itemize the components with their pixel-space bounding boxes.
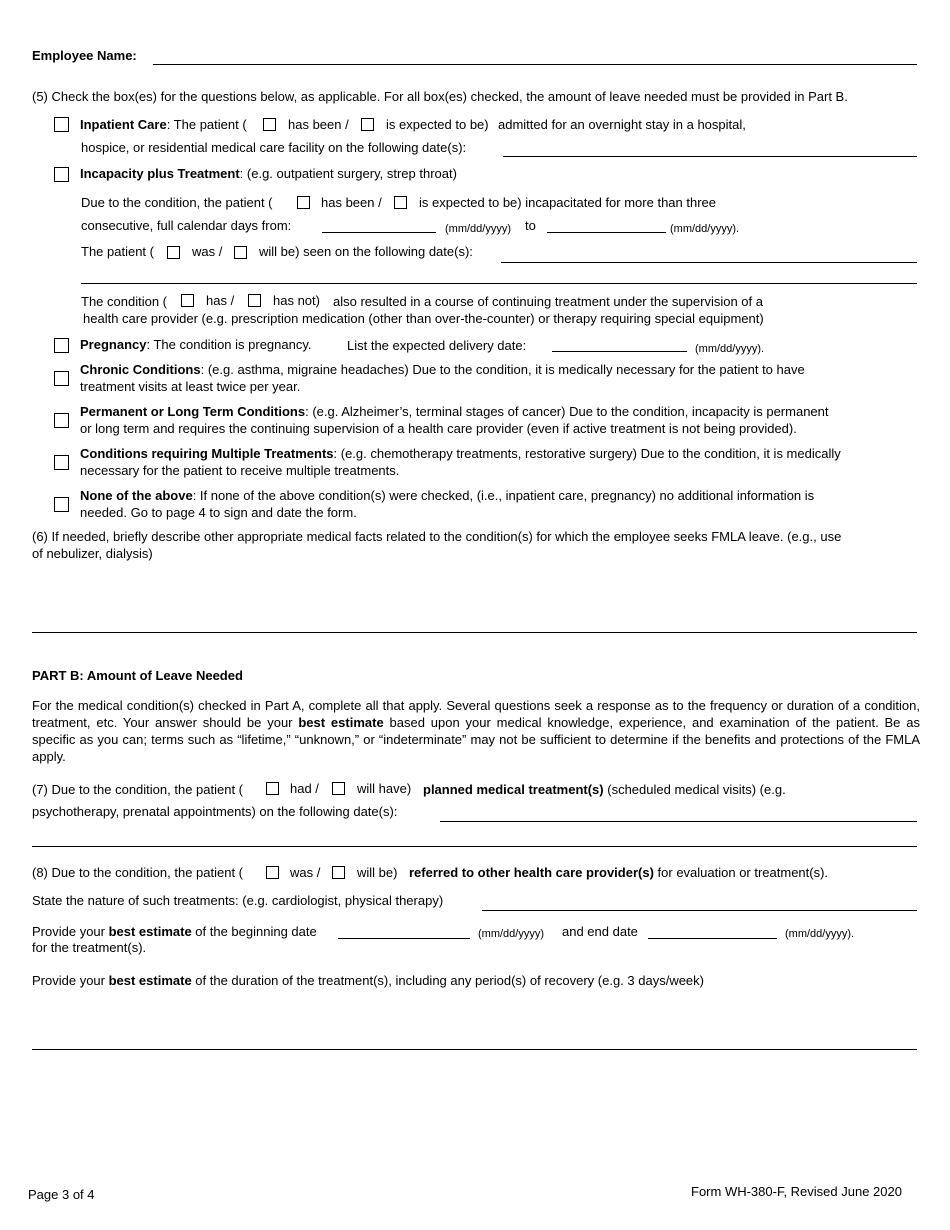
multiple-treatments-checkbox[interactable] <box>54 455 69 470</box>
pregnancy-checkbox[interactable] <box>54 338 69 353</box>
q8-was-label: was / <box>290 865 321 880</box>
q8-begin-format: (mm/dd/yyyy) <box>478 928 544 940</box>
multiple-title: Conditions requiring Multiple Treatments <box>80 446 334 461</box>
pregnancy-line <box>80 337 312 352</box>
inpatient-care-post: admitted for an overnight stay in a hospital, <box>498 117 746 132</box>
q8-nature-field[interactable] <box>482 910 917 911</box>
q7-pre: (7) Due to the condition, the patient ( <box>32 782 244 797</box>
incapacity-will-be-checkbox[interactable] <box>234 246 247 259</box>
incapacity-consecutive: consecutive, full calendar days from: <box>81 218 292 233</box>
q7-had-checkbox[interactable] <box>266 782 279 795</box>
incapacity-from-date-field[interactable] <box>322 232 436 233</box>
incapacity-cond-has-not-label: has not) <box>273 293 320 308</box>
incapacity-was-label: was / <box>192 244 223 259</box>
q7-will-have-label: will have) <box>357 781 412 796</box>
q6-line1: (6) If needed, briefly describe other appropriate medical facts related to the condition(s) for which the employee seeks FMLA leave. (e.g., use <box>32 529 842 544</box>
permanent-text: : (e.g. Alzheimer’s, terminal stages of cancer) Due to the condition, incapacity is permanent <box>305 404 829 419</box>
pregnancy-date-format: (mm/dd/yyyy). <box>695 343 765 355</box>
incapacity-condition-line2: health care provider (e.g. prescription medication (other than over-the-counter) or therapy requiring special equipment) <box>83 311 764 326</box>
q8-duration-label <box>32 973 704 988</box>
q8-begin-date-field[interactable] <box>338 938 470 939</box>
permanent-line1 <box>80 404 829 419</box>
multiple-text: : (e.g. chemotherapy treatments, restorative surgery) Due to the condition, it is medically <box>333 446 841 461</box>
q7-will-have-checkbox[interactable] <box>332 782 345 795</box>
none-text: : If none of the above condition(s) were checked, (i.e., inpatient care, pregnancy) no additional information is <box>192 488 815 503</box>
q8-pre: (8) Due to the condition, the patient ( <box>32 865 244 880</box>
q8-for-treatment: for the treatment(s). <box>32 940 147 955</box>
none-title: None of the above <box>80 488 193 503</box>
chronic-text: : (e.g. asthma, migraine headaches) Due to the condition, it is medically necessary for the patient to have <box>200 362 805 377</box>
none-of-above-checkbox[interactable] <box>54 497 69 512</box>
incapacity-to-label: to <box>525 218 536 233</box>
incapacity-expected-label: is expected to be) incapacitated for more than three <box>419 195 717 210</box>
inpatient-care-checkbox[interactable] <box>54 117 69 132</box>
q8-line1-rest <box>409 865 828 880</box>
q8-duration-field[interactable] <box>32 1049 917 1050</box>
q6-line2: of nebulizer, dialysis) <box>32 546 153 561</box>
part-b-intro-bold: best estimate <box>298 715 384 730</box>
part-b-intro <box>32 697 920 765</box>
q8-post: for evaluation or treatment(s). <box>657 865 829 880</box>
part-b-intro-1: For the medical condition(s) checked in Part A, complete all that apply. Several questions seek a response as to the frequency or duration of a condition, treatment, etc. Your answer should be your <box>32 698 920 730</box>
q8-duration-best: best estimate <box>108 973 192 988</box>
pregnancy-title: Pregnancy <box>80 337 147 352</box>
incapacity-seen-pre: The patient ( <box>81 244 154 259</box>
form-revision: Form WH-380-F, Revised June 2020 <box>691 1184 902 1199</box>
q8-nature-label: State the nature of such treatments: (e.g. cardiologist, physical therapy) <box>32 893 444 908</box>
inpatient-expected-checkbox[interactable] <box>361 118 374 131</box>
q6-answer-field[interactable] <box>32 632 917 633</box>
q8-begin: of the beginning date <box>191 924 317 939</box>
incapacity-to-format: (mm/dd/yyyy). <box>670 223 740 235</box>
q7-dates-field-2[interactable] <box>32 846 917 847</box>
q8-end-format: (mm/dd/yyyy). <box>785 928 855 940</box>
page-number: Page 3 of 4 <box>28 1187 95 1202</box>
q8-provide: Provide your <box>32 924 109 939</box>
incapacity-to-date-field[interactable] <box>547 232 666 233</box>
chronic-line1 <box>80 362 805 377</box>
q7-bold: planned medical treatment(s) <box>423 782 604 797</box>
none-line2: needed. Go to page 4 to sign and date the form. <box>80 505 357 520</box>
incapacity-was-checkbox[interactable] <box>167 246 180 259</box>
part-b-heading: PART B: Amount of Leave Needed <box>32 668 243 683</box>
q8-was-checkbox[interactable] <box>266 866 279 879</box>
incapacity-cond-has-checkbox[interactable] <box>181 294 194 307</box>
pregnancy-delivery-date-field[interactable] <box>552 351 687 352</box>
incapacity-expected-checkbox[interactable] <box>394 196 407 209</box>
chronic-line2: treatment visits at least twice per year. <box>80 379 301 394</box>
q8-will-be-label: will be) <box>357 865 398 880</box>
inpatient-care-line1 <box>80 117 247 132</box>
incapacity-will-be-label: will be) seen on the following date(s): <box>259 244 473 259</box>
incapacity-cond-has-label: has / <box>206 293 235 308</box>
q7-line1-rest <box>423 782 786 797</box>
multiple-line2: necessary for the patient to receive multiple treatments. <box>80 463 400 478</box>
q7-dates-field[interactable] <box>440 821 917 822</box>
incapacity-condition-post: also resulted in a course of continuing treatment under the supervision of a <box>333 294 763 309</box>
incapacity-due-pre: Due to the condition, the patient ( <box>81 195 273 210</box>
q8-end-label: and end date <box>562 924 638 939</box>
inpatient-care-title: Inpatient Care <box>80 117 167 132</box>
q8-will-be-checkbox[interactable] <box>332 866 345 879</box>
incapacity-has-been-label: has been / <box>321 195 382 210</box>
pregnancy-text: : The condition is pregnancy. <box>146 337 312 352</box>
q8-duration-post: of the duration of the treatment(s), including any period(s) of recovery (e.g. 3 days/week) <box>191 973 704 988</box>
incapacity-seen-dates-field[interactable] <box>501 262 917 263</box>
inpatient-dates-field[interactable] <box>503 156 917 157</box>
inpatient-has-been-label: has been / <box>288 117 349 132</box>
q7-post: (scheduled medical visits) (e.g. <box>607 782 786 797</box>
inpatient-has-been-checkbox[interactable] <box>263 118 276 131</box>
incapacity-has-been-checkbox[interactable] <box>297 196 310 209</box>
part-b-intro-2: based upon your medical knowledge, experience, and examination of the patient. Be as specific as you can; terms such as “lifetime,” “unknown,” or “indeterminate” may not be sufficient to determine if the benefits and protections of the FMLA apply. <box>32 715 920 764</box>
inpatient-care-line2: hospice, or residential medical care facility on the following date(s): <box>81 140 467 155</box>
inpatient-expected-label: is expected to be) <box>386 117 489 132</box>
q8-end-date-field[interactable] <box>648 938 777 939</box>
incapacity-title: Incapacity plus Treatment <box>80 166 240 181</box>
q8-duration-provide: Provide your <box>32 973 109 988</box>
multiple-line1 <box>80 446 841 461</box>
chronic-title: Chronic Conditions <box>80 362 201 377</box>
incapacity-seen-dates-field-2[interactable] <box>81 283 917 284</box>
none-line1 <box>80 488 814 503</box>
incapacity-from-format: (mm/dd/yyyy) <box>445 223 511 235</box>
q5-intro: (5) Check the box(es) for the questions below, as applicable. For all box(es) checked, the amount of leave needed must be provided in Part B. <box>32 89 848 104</box>
incapacity-condition-pre: The condition ( <box>81 294 167 309</box>
incapacity-line <box>80 166 457 181</box>
incapacity-cond-has-not-checkbox[interactable] <box>248 294 261 307</box>
q8-best-estimate: best estimate <box>108 924 192 939</box>
q7-line2: psychotherapy, prenatal appointments) on the following date(s): <box>32 804 398 819</box>
incapacity-desc: : (e.g. outpatient surgery, strep throat) <box>239 166 457 181</box>
employee-name-field[interactable] <box>153 64 917 65</box>
chronic-checkbox[interactable] <box>54 371 69 386</box>
q8-begin-label <box>32 924 317 939</box>
permanent-title: Permanent or Long Term Conditions <box>80 404 306 419</box>
permanent-checkbox[interactable] <box>54 413 69 428</box>
permanent-line2: or long term and requires the continuing supervision of a health care provider (even if active treatment is not being provided). <box>80 421 797 436</box>
pregnancy-delivery-label: List the expected delivery date: <box>347 338 527 353</box>
employee-name-label: Employee Name: <box>32 48 137 63</box>
inpatient-care-pre: : The patient ( <box>166 117 247 132</box>
q8-bold: referred to other health care provider(s) <box>409 865 654 880</box>
q7-had-label: had / <box>290 781 319 796</box>
incapacity-checkbox[interactable] <box>54 167 69 182</box>
